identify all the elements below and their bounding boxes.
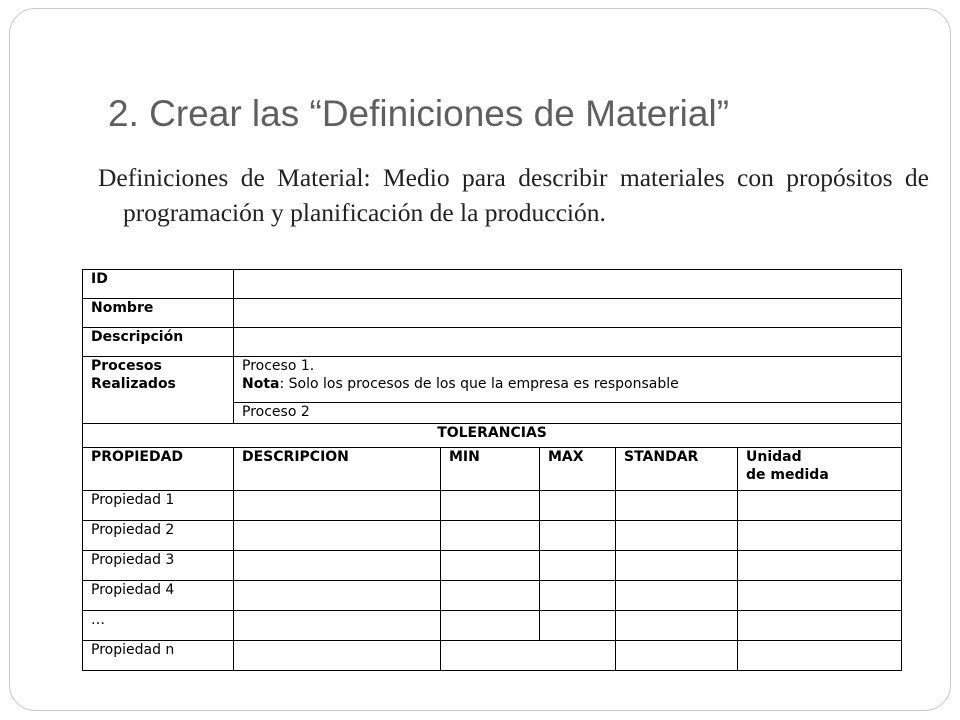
row-column-headers [83,448,902,491]
cell [540,551,616,581]
nota-label: Nota [242,376,280,392]
header-standar: STANDAR [616,448,738,491]
cell [616,551,738,581]
nota-text: : Solo los procesos de los que la empresa es responsable [279,376,679,392]
table-row [83,491,902,521]
propiedad-2: Propiedad 2 [83,521,234,551]
cell [234,521,441,551]
cell [441,551,540,581]
cell [738,611,902,641]
header-min: MIN [441,448,540,491]
propiedad-3: Propiedad 3 [83,551,234,581]
table-row [83,521,902,551]
cell [616,521,738,551]
header-unidad-line1: Unidad [746,449,802,465]
propiedad-1: Propiedad 1 [83,491,234,521]
cell [540,491,616,521]
cell [738,581,902,611]
row-descripcion [83,328,902,357]
label-nombre: Nombre [83,299,234,328]
cell [738,551,902,581]
table-row [83,641,902,671]
cell [738,521,902,551]
material-definition-table [82,269,902,671]
proceso-1-text: Proceso 1. [242,358,315,374]
cell [234,491,441,521]
cell-merged [441,641,616,671]
label-descripcion: Descripción [83,328,234,357]
cell [441,611,540,641]
tolerancias-header: TOLERANCIAS [83,424,902,448]
value-id [234,270,902,299]
label-procesos-line1: Procesos [91,358,162,374]
row-id [83,270,902,299]
cell [738,491,902,521]
cell [616,641,738,671]
value-descripcion [234,328,902,357]
header-unidad-line2: de medida [746,467,829,483]
row-tolerancias [83,424,902,448]
cell [441,581,540,611]
table-row [83,581,902,611]
header-max: MAX [540,448,616,491]
propiedad-n: Propiedad n [83,641,234,671]
row-procesos [83,357,902,403]
header-unidad-de-medida [738,448,902,491]
slide-subtitle: Definiciones de Material: Medio para describir materiales con propósitos de programación y planificación de la producción. [98,163,929,227]
cell [616,581,738,611]
cell [540,521,616,551]
label-id: ID [83,270,234,299]
propiedad-ellipsis: … [83,611,234,641]
cell [234,611,441,641]
value-proceso-1 [234,357,902,403]
propiedad-4: Propiedad 4 [83,581,234,611]
label-procesos-realizados [83,357,234,424]
header-propiedad: PROPIEDAD [83,448,234,491]
value-nombre [234,299,902,328]
cell [441,491,540,521]
cell [441,521,540,551]
value-proceso-2: Proceso 2 [234,403,902,424]
table-row [83,611,902,641]
row-nombre [83,299,902,328]
table-row [83,551,902,581]
cell [234,581,441,611]
cell [540,581,616,611]
cell [234,641,441,671]
cell [616,491,738,521]
cell [234,551,441,581]
cell [616,611,738,641]
label-procesos-line2: Realizados [91,376,176,392]
header-descripcion: DESCRIPCION [234,448,441,491]
cell [738,641,902,671]
slide-title: 2. Crear las “Definiciones de Material” [108,93,730,134]
cell [540,611,616,641]
